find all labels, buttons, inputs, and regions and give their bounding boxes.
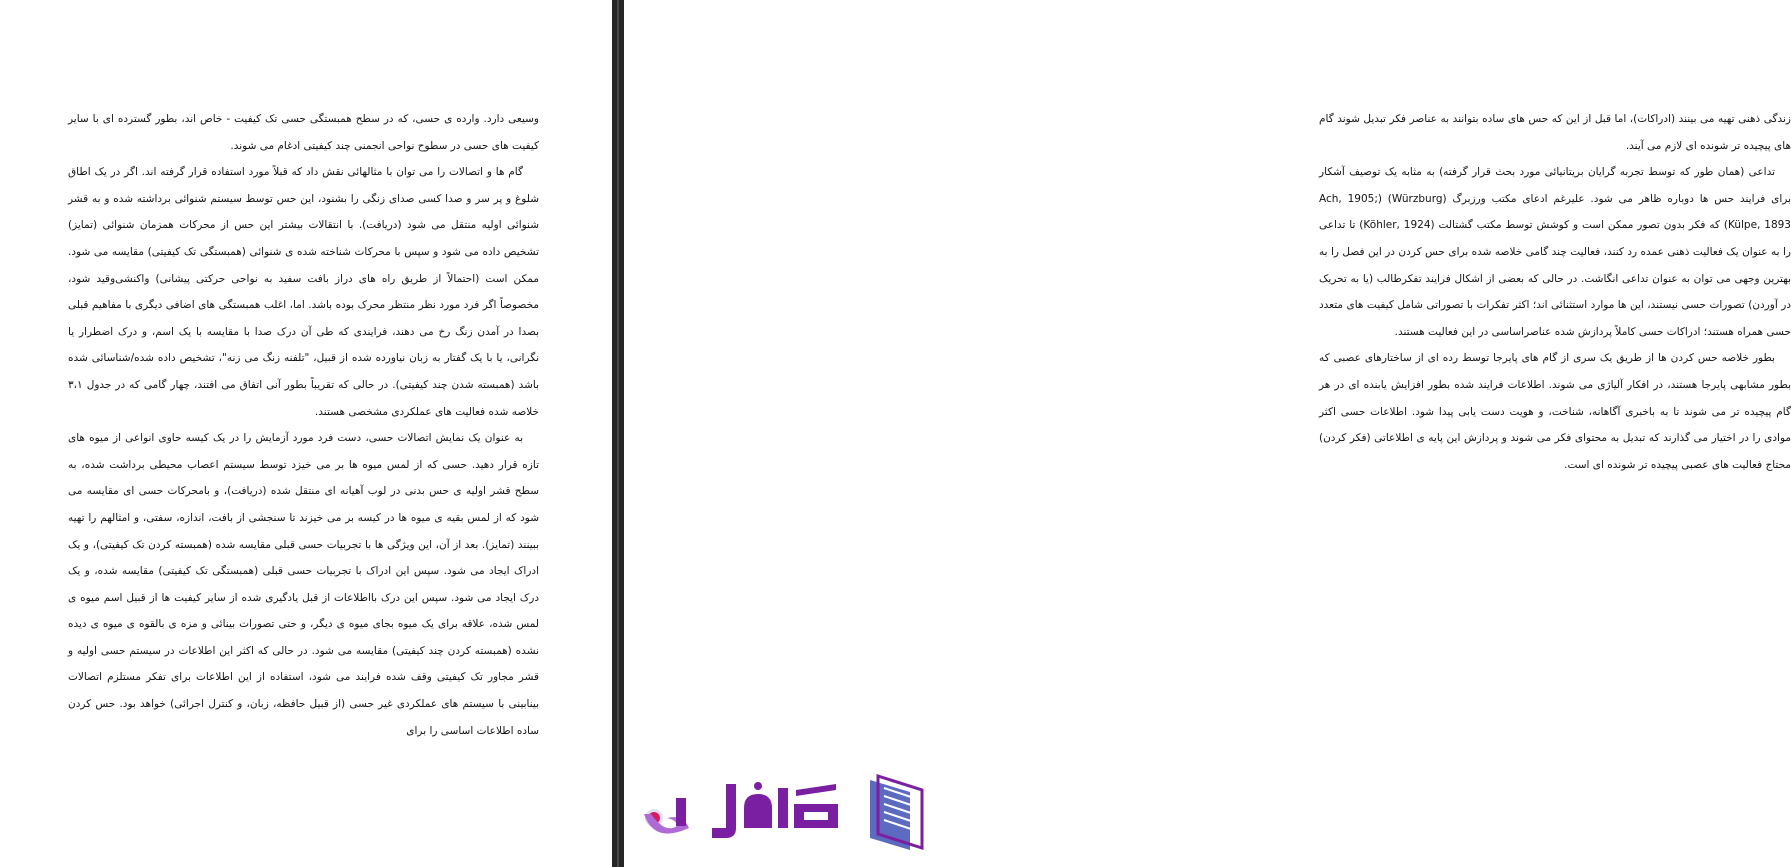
left-paragraph-3: به عنوان یک نمایش اتصالات حسی، دست فرد مورد آزمایش را در یک کیسه حاوی انواعی از میوه های تازه قرار دهید. حسی که از لمس میوه ها بر می خیزد توسط سیستم اعصاب محیطی برداشت شده، به سطح قشر اولیه ی حس بدنی در لوب آهیانه ای منتقل شده (دریافت)، و بامحرکات حسی ای مقایسه می شود که از لمس بقیه ی میوه ها در کیسه بر می خیزند تا سنجشی از بافت، اندازه، سفتی، و امثالهم را تهیه ببینند (تمایز). بعد از آن، این ویژگی ها با تجربیات حسی قبلی مقایسه شده (همبسته کردن تک کیفیتی)، و یک ادراک ایجاد می شود. سپس این ادراک با تجربیات حسی قبلی (همبستگی تک کیفیتی) مقایسه شده، و یک درک ایجاد می شود. سپس این درک بااطلاعات از قبل یادگیری شده از سایر کیفیت ها از قبیل اسم میوه ی لمس شده، علاقه برای یک میوه بجای میوه ی دیگر، و حتی تصورات بینائی و مزه ی بالقوه ی میوه ی دیده نشده (همبسته کردن چند کیفیتی) مقایسه می شود. در حالی که اکثر این اطلاعات در سیستم حسی اولیه و قشر مجاور تک کیفیتی وقف شده فرایند می شود، استفاده از این اطلاعات برای تفکر مستلزم اتصالات بینابینی با سیستم های عملکردی غیر حسی (از قبیل حافظه، زبان، و کنترل اجرائی) خواهد بود. حس کردن ساده اطلاعات اساسی را برای xyxy=(68,432,539,737)
ketabsal-logo xyxy=(636,772,936,854)
left-page xyxy=(0,0,612,867)
right-page-text-column xyxy=(1319,106,1791,478)
right-paragraph-2: تداعی (همان طور که توسط تجربه گرایان بریتانیائی مورد بحث قرار گرفته) به مثابه یک توصیف آشکار برای فرایند حس ها دوباره ظاهر می شود. علیرغم ادعای مکتب ورزبرگ (Würzburg) (Ach, 1905; Külpe, 1893) که فکر بدون تصور ممکن است و کوشش توسط مکتب گشتالت (Köhler, 1924) تا تداعی را به عنوان یک فعالیت ذهنی عمده رد کنند، فعالیت چند گامی خلاصه شده برای حس کردن در این فصل را به بهترین وجهی می توان به عنوان تداعی انگاشت. در حالی که بعضی از اشکال فرایند تفکرطالب (یا به تحریک در آوردن) تصورات حسی نیستند، این ها موارد استثنائی اند؛ اکثر تفکرات با تصوراتی شامل کیفیت های متعدد حسی همراه هستند؛ ادراکات حسی کاملاً پردازش شده عناصراساسی در این فعالیت هستند. xyxy=(1319,166,1791,338)
right-paragraph-1: زندگی ذهنی تهیه می بینند (ادراکات)، اما قبل از این که حس های ساده بتوانند به عناصر فکر تبدیل شوند گام های پیچیده تر شونده ای لازم می آیند. xyxy=(1319,113,1791,152)
page-gutter-highlight xyxy=(617,0,619,867)
right-page xyxy=(624,0,1791,867)
left-paragraph-2: گام ها و اتصالات را می توان با مثالهائی نقش داد که قبلاً مورد استفاده قرار گرفته اند. اگر در یک اطاق شلوغ و پر سر و صدا کسی صدای زنگی را بشنود، این حس توسط سیستم شنوائی برداشته شده و به قشر شنوائی اولیه منتقل می شود (دریافت). با انتقالات بیشتر این حس از محرکات همزمان شنوائی (تمایز) تشخیص داده می شود و سپس با محرکات شناخته شده ی شنوائی (همبستگی تک کیفیتی) مقایسه می شود. ممکن است (احتمالاً از طریق راه های دراز بافت سفید به نواحی حرکتی پیشانی) واکنشی‌وقید شود، مخصوصاً اگر فرد مورد نظر منتظر محرک بوده باشد. اما، اغلب همبستگی های اضافی دیگری با مفاهیم قبلی بصدا در آمدن زنگ رخ می دهند، فرایندی که طی آن درک صدا با مقایسه با یک اسم، و درک اضطرار یا نگرانی، یا با یک گفتار به زبان نیاورده شده از قبیل، "تلفنه زنگ می زنه"، تشخیص داده شده/شناسائی شده باشد (همبسته شدن چند کیفیتی). در حالی که تقریباً بطور آنی اتفاق می افتند، چهار گامی که در جدول ۳،۱ خلاصه شده فعالیت های عملکردی مشخصی هستند. xyxy=(68,166,539,418)
left-paragraph-1: وسیعی دارد. وارده ی حسی، که در سطح همبستگی حسی تک کیفیت - خاص اند، بطور گسترده ای با سایر کیفیت های حسی در سطوح نواحی انجمنی چند کیفیتی ادغام می شوند. xyxy=(68,113,539,152)
book-logo-icon xyxy=(864,772,934,854)
right-paragraph-3: بطور خلاصه حس کردن ها از طریق یک سری از گام های پایرجا توسط رده ای از ساختارهای عصبی که بطور مشابهی پایرجا هستند، در افکار آلیاژی می شوند. اطلاعات فرایند شده بطور افزایش یابنده ای در هر گام پیچیده تر می شوند تا به باخبری آگاهانه، شناخت، و هویت دست یابی پیدا شود. اطلاعات حسی اکثر موادی را در اختیار می گذارند که تبدیل به محتوای فکر می شوند و پردازش این پایه ی اطلاعاتی (فکر کردن) محتاج فعالیت های عصبی پیچیده تر شونده ای است. xyxy=(1319,352,1791,471)
left-page-text-column xyxy=(68,106,539,744)
logo-wordmark xyxy=(636,778,856,848)
